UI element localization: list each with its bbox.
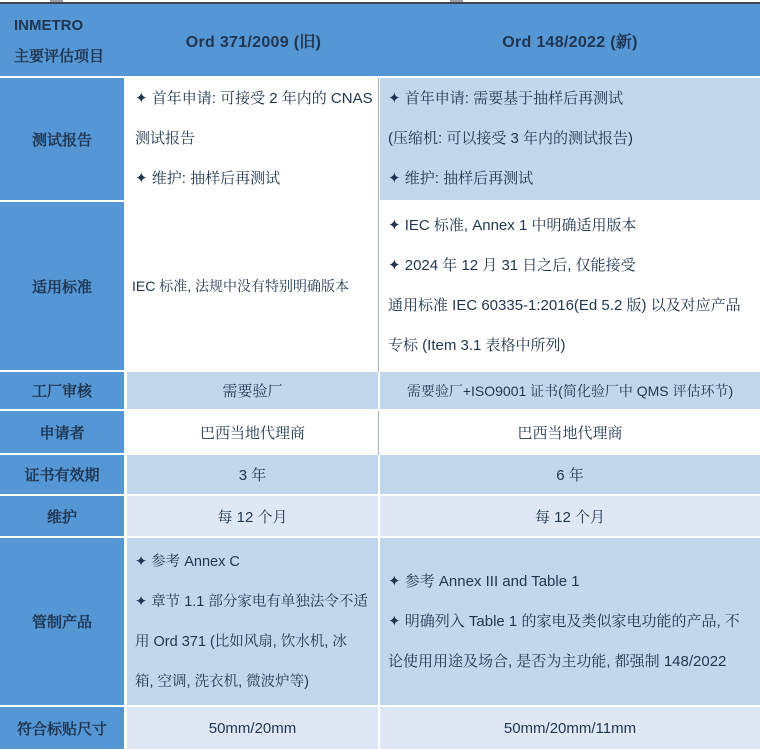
row-header-cell <box>0 78 127 202</box>
column-divider-line <box>378 202 379 372</box>
row-label: 管制产品 <box>31 614 92 631</box>
header-corner-cell <box>0 4 127 76</box>
column-divider-line <box>378 78 379 202</box>
row-header-cell <box>0 372 127 411</box>
table-row-applicant <box>0 411 760 455</box>
row-header-cell <box>0 202 127 372</box>
new-regulation-cell <box>380 538 760 707</box>
table-row-regulated-products <box>0 538 760 707</box>
cell-line: 测试报告 <box>135 130 196 147</box>
new-regulation-cell <box>380 202 760 372</box>
header-title-line2: 主要评估项目 <box>14 48 105 65</box>
header-title-line1: INMETRO <box>14 17 84 34</box>
screenshot-artifact-square <box>50 0 63 2</box>
old-regulation-cell <box>127 78 380 202</box>
cell-line: ✦ 参考 Annex C <box>135 553 240 570</box>
row-header-cell <box>0 707 127 749</box>
cell-line: ✦ 参考 Annex III and Table 1 <box>388 572 580 590</box>
cell-text: 6 年 <box>556 467 584 484</box>
header-new-regulation-label: Ord 148/2022 (新) <box>502 33 638 51</box>
cell-line: 箱, 空调, 洗衣机, 微波炉等) <box>135 673 309 690</box>
cell-line: 用 Ord 371 (比如风扇, 饮水机, 冰 <box>135 633 347 650</box>
cell-text: IEC 标准, 法规中没有特别明确版本 <box>132 278 350 294</box>
old-regulation-cell <box>127 707 380 749</box>
cell-text: 巴西当地代理商 <box>517 424 623 442</box>
header-new-regulation-cell <box>380 4 760 76</box>
header-old-regulation-cell <box>127 4 380 76</box>
row-label: 符合标贴尺寸 <box>16 720 107 738</box>
cell-text: 50mm/20mm/11mm <box>503 719 637 737</box>
row-header-cell <box>0 496 127 538</box>
cell-line: (压缩机: 可以接受 3 年内的测试报告) <box>388 130 634 147</box>
new-regulation-cell <box>380 496 760 538</box>
cell-line: ✦ 2024 年 12 月 31 日之后, 仅能接受 <box>388 257 636 274</box>
screenshot-artifact-square <box>450 0 463 2</box>
row-label: 维护 <box>46 508 77 526</box>
table-row-maintenance <box>0 496 760 538</box>
row-header-cell <box>0 455 127 496</box>
cell-line: ✦ 明确列入 Table 1 的家电及类似家电功能的产品, 不 <box>388 612 740 630</box>
table-row-factory-audit <box>0 372 760 411</box>
cell-line: ✦ IEC 标准, Annex 1 中明确适用版本 <box>388 217 637 234</box>
old-regulation-cell <box>127 455 380 496</box>
cell-line: 论使用用途及场合, 是否为主功能, 都强制 148/2022 <box>388 652 727 670</box>
table-row-test-report <box>0 78 760 202</box>
cell-line: ✦ 章节 1.1 部分家电有单独法令不适 <box>135 593 368 610</box>
table-row-certificate-validity <box>0 455 760 496</box>
row-label: 适用标准 <box>31 278 92 296</box>
cell-text: 每 12 个月 <box>217 508 288 526</box>
inmetro-comparison-table <box>0 4 760 749</box>
old-regulation-cell <box>127 202 380 372</box>
table-row-applicable-standard <box>0 202 760 372</box>
old-regulation-cell <box>127 411 380 455</box>
cell-line: ✦ 维护: 抽样后再测试 <box>135 170 281 187</box>
cell-line: ✦ 首年申请: 需要基于抽样后再测试 <box>388 90 624 107</box>
row-label: 测试报告 <box>31 131 92 149</box>
cell-text: 需要验厂+ISO9001 证书(简化验厂中 QMS 评估环节) <box>406 382 734 399</box>
table-row-label-size <box>0 707 760 749</box>
row-label: 工厂审核 <box>31 383 92 400</box>
new-regulation-cell <box>380 372 760 411</box>
old-regulation-cell <box>127 496 380 538</box>
cell-line: ✦ 首年申请: 可接受 2 年内的 CNAS <box>135 90 373 107</box>
row-label: 申请者 <box>39 424 85 442</box>
cell-line: 通用标准 IEC 60335-1:2016(Ed 5.2 版) 以及对应产品 <box>388 297 741 314</box>
header-old-regulation-label: Ord 371/2009 (旧) <box>185 33 322 51</box>
old-regulation-cell <box>127 538 380 707</box>
row-label: 证书有效期 <box>24 467 100 484</box>
cell-text: 50mm/20mm <box>208 719 297 737</box>
table-header-row <box>0 4 760 78</box>
new-regulation-cell <box>380 411 760 455</box>
new-regulation-cell <box>380 707 760 749</box>
row-header-cell <box>0 411 127 455</box>
old-regulation-cell <box>127 372 380 411</box>
cell-text: 需要验厂 <box>222 383 283 400</box>
row-header-cell <box>0 538 127 707</box>
cell-text: 每 12 个月 <box>534 508 606 526</box>
new-regulation-cell <box>380 455 760 496</box>
cell-line: ✦ 维护: 抽样后再测试 <box>388 170 534 187</box>
cell-text: 3 年 <box>238 467 267 484</box>
cell-line: 专标 (Item 3.1 表格中所列) <box>388 337 566 354</box>
top-edge-strip <box>0 0 760 2</box>
new-regulation-cell <box>380 78 760 202</box>
cell-text: 巴西当地代理商 <box>199 424 305 442</box>
column-divider-line <box>378 411 379 455</box>
